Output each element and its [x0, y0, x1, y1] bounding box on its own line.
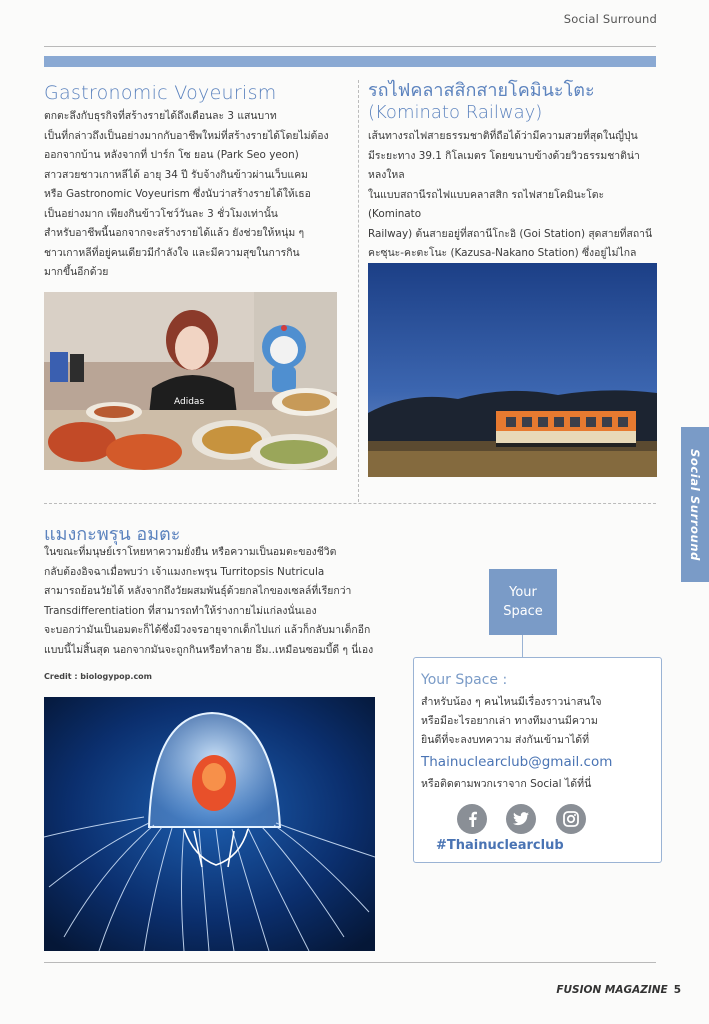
footer-magazine-name: FUSION MAGAZINE	[556, 984, 668, 996]
twitter-icon[interactable]	[506, 804, 536, 834]
your-space-line: ยินดีที่จะลงบทความ ส่งกันเข้ามาได้ที่	[421, 734, 590, 746]
your-space-badge	[489, 569, 557, 635]
side-section-tab	[681, 427, 709, 582]
article1-line: เป็นอย่างมาก เพียงกินข้าวโชว์วันละ 3 ชั่วโมงเท่านั้น	[44, 207, 278, 220]
your-space-title: Your Space :	[421, 672, 508, 688]
article3-line: สามารถย้อนวัยได้ หลังจากถึงวัยผสมพันธุ์ด้วยกลไกของเซลล์ที่เรียกว่า	[44, 585, 352, 597]
article1-line: ชาวเกาหลีที่อยู่คนเดียวมีกำลังใจ และมีความสุขในการกิน	[44, 246, 300, 259]
article3-line: จะบอกว่ามันเป็นอมตะก็ได้ซึ่งมีวงจรอายุจากเด็กไปแก่ แล้วก็กลับมาเด็กอีก	[44, 624, 371, 636]
article1-line: มากขึ้นอีกด้วย	[44, 266, 109, 278]
article2-line: เส้นทางรถไฟสายธรรมชาติที่ถือได้ว่ามีความสวยที่สุดในญี่ปุ่น	[368, 130, 638, 142]
article2-title-line: รถไฟคลาสสิกสายโคมินะโตะ	[368, 80, 595, 101]
article1-line: สาวสวยชาวเกาหลีได้ อายุ 34 ปี รับจ้างกินข้าวผ่านเว็บแคม	[44, 168, 308, 181]
article2-title	[368, 80, 648, 124]
article3-line: แบบนี้ไม่สิ้นสุด นอกจากมันจะถูกกินหรือทำลาย อึม..เหมือนซอมบี้ดี ๆ นี่เอง	[44, 643, 374, 656]
your-space-line: สำหรับน้อง ๆ คนไหนมีเรื่องราวน่าสนใจ	[421, 696, 602, 708]
article2-train-photo	[368, 263, 657, 477]
article1-line: หรือ Gastronomic Voyeurism ซึ่งนับว่าสร้างรายได้ให้เธอ	[44, 188, 311, 200]
footer-divider	[44, 962, 656, 963]
article1-line: ออกจากบ้าน หลังจากที่ ปาร์ก โซ ยอน (Park Seo yeon)	[44, 149, 299, 161]
your-space-body	[421, 693, 657, 750]
instagram-icon[interactable]	[556, 804, 586, 834]
article2-line: ในแบบสถานีรถไฟแบบคลาสสิก รถไฟสายโคมินะโตะ (Kominato	[368, 188, 605, 220]
header-accent-bar	[44, 56, 656, 67]
shirt-text: Adidas	[174, 397, 205, 407]
header-divider	[44, 46, 656, 47]
article3-line: ในขณะที่มนุษย์เราโหยหาความยั่งยืน หรือความเป็นอมตะของชีวิต	[44, 546, 337, 558]
section-divider	[44, 503, 656, 504]
article2-title-line: (Kominato Railway)	[368, 102, 543, 123]
your-space-email-link[interactable]: Thainuclearclub@gmail.com	[421, 754, 613, 770]
article1-photo	[44, 292, 337, 470]
article3-jellyfish-photo	[44, 697, 375, 951]
article1-title: Gastronomic Voyeurism	[44, 82, 277, 104]
article1-body	[44, 107, 349, 283]
article2-line: Railway) ต้นสายอยู่ที่สถานีโกะอิ (Goi Station) สุดสายที่สถานี	[368, 227, 653, 240]
your-space-badge-line: Your	[509, 585, 537, 600]
article1-line: ตกตะลึงกับธุรกิจที่สร้างรายได้ถึงเดือนละ 3 แสนบาท	[44, 110, 277, 122]
facebook-icon[interactable]	[457, 804, 487, 834]
article1-line: เป็นที่กล่าวถึงเป็นอย่างมากกับอาชีพใหม่ที่สร้างรายได้โดยไม่ต้อง	[44, 129, 329, 142]
your-space-badge-line: Space	[503, 604, 543, 619]
article2-line: คะซุนะ-คะตะโนะ (Kazusa-Nakano Station) ซึ่งอยู่ไม่ไกล	[368, 247, 637, 259]
page-number: 5	[673, 984, 681, 996]
your-space-line: หรือมีอะไรอยากเล่า ทางทีมงานมีความ	[421, 715, 598, 727]
article3-title: แมงกะพรุน อมตะ	[44, 524, 181, 545]
article3-credit: Credit : biologypop.com	[44, 672, 153, 681]
article1-line: สำหรับอาชีพนี้นอกจากจะสร้างรายได้แล้ว ยังช่วยให้หนุ่ม ๆ	[44, 227, 305, 239]
article2-line: มีระยะทาง 39.1 กิโลเมตร โดยขนาบข้างด้วยวิวธรรมชาติน่าหลงใหล	[368, 149, 640, 181]
column-divider	[358, 80, 359, 502]
your-space-connector	[522, 635, 523, 657]
footer	[556, 984, 681, 996]
article3-line: Transdifferentiation ที่สามารถทำให้ร่างกายไม่แก่ลงนั่นเอง	[44, 604, 317, 617]
article3-body	[44, 543, 374, 660]
hashtag-link[interactable]: #Thainuclearclub	[436, 838, 564, 853]
side-tab-label: Social Surround	[688, 448, 702, 561]
article3-line: กลับต้องอิจฉาเมื่อพบว่า เจ้าแมงกะพรุน Turritopsis Nutricula	[44, 565, 325, 578]
your-space-follow-text: หรือติดตามพวกเราจาก Social ได้ที่นี่	[421, 778, 592, 790]
header-title: Social Surround	[563, 12, 657, 26]
